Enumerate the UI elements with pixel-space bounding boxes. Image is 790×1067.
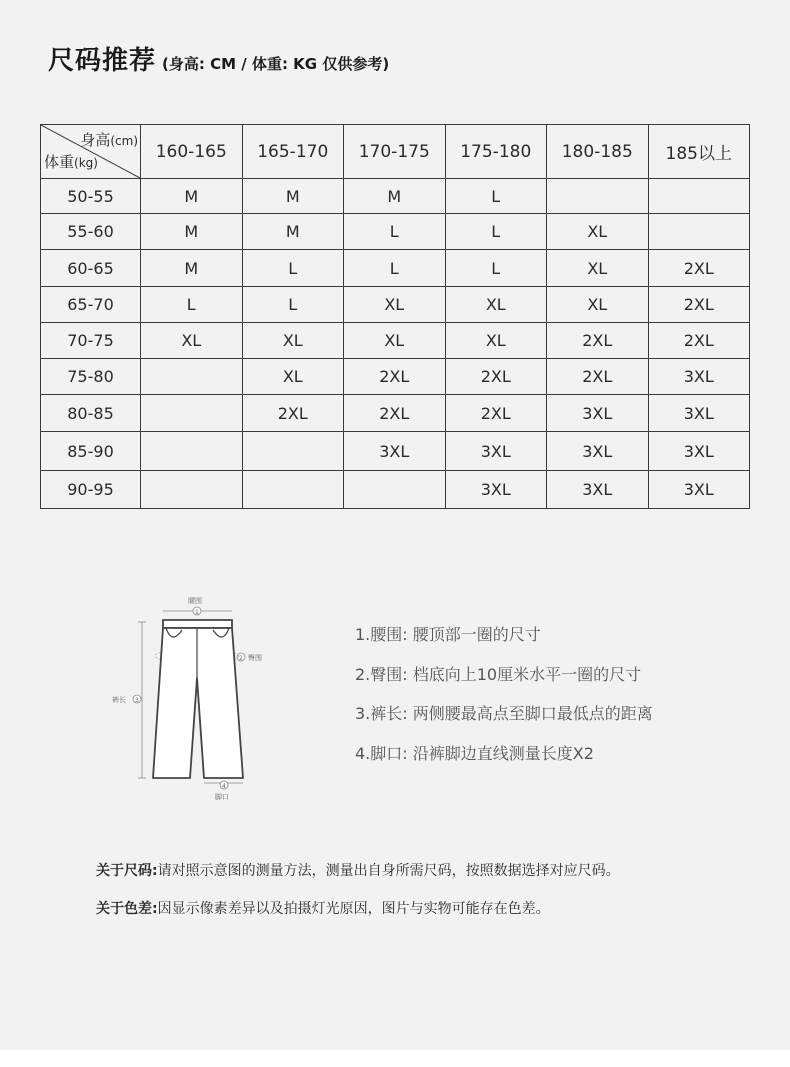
table-row (41, 359, 750, 395)
size-table (40, 124, 750, 509)
size-cell: L (242, 250, 344, 287)
size-cell: M (141, 250, 243, 287)
weight-cell: 85-90 (41, 432, 141, 471)
size-cell: L (445, 214, 547, 250)
table-row (41, 323, 750, 359)
size-cell: XL (242, 359, 344, 395)
waist-label: 腰围 (188, 597, 202, 605)
pants-diagram (100, 590, 290, 805)
corner-height-label: 身高(cm) (80, 131, 138, 149)
size-cell (242, 432, 344, 471)
size-cell: 2XL (648, 287, 750, 323)
height-header: 180-185 (547, 125, 649, 179)
size-cell: 3XL (445, 471, 547, 509)
size-cell: 3XL (344, 432, 446, 471)
height-header: 175-180 (445, 125, 547, 179)
measurement-item: 1.腰围: 腰顶部一圈的尺寸 (355, 625, 541, 644)
color-note-label: 关于色差: (96, 901, 158, 917)
svg-text:4: 4 (222, 783, 226, 790)
page-title (48, 40, 389, 77)
height-header: 160-165 (141, 125, 243, 179)
size-note-text: 请对照示意图的测量方法，测量出自身所需尺码，按照数据选择对应尺码。 (157, 863, 620, 879)
size-cell: XL (344, 323, 446, 359)
size-cell: 2XL (648, 323, 750, 359)
size-cell: XL (547, 287, 649, 323)
size-cell (648, 214, 750, 250)
size-table-body (41, 125, 750, 509)
size-note (96, 860, 620, 880)
size-cell: 3XL (648, 395, 750, 432)
weight-cell: 65-70 (41, 287, 141, 323)
measurement-item: 4.脚口: 沿裤脚边直线测量长度X2 (355, 743, 594, 763)
size-cell: 3XL (648, 432, 750, 471)
weight-cell: 75-80 (41, 359, 141, 395)
size-cell: L (344, 214, 446, 250)
measurement-item: 3.裤长: 两侧腰最高点至脚口最低点的距离 (355, 704, 653, 723)
table-row (41, 471, 750, 509)
size-cell: L (445, 250, 547, 287)
height-header: 170-175 (344, 125, 446, 179)
size-cell: XL (445, 287, 547, 323)
size-cell (242, 471, 344, 509)
weight-cell: 50-55 (41, 179, 141, 214)
size-cell: 2XL (242, 395, 344, 432)
table-row (41, 250, 750, 287)
corner-cell (41, 125, 141, 179)
height-header: 165-170 (242, 125, 344, 179)
weight-cell: 80-85 (41, 395, 141, 432)
length-label: 裤长 (112, 696, 126, 704)
svg-text:2: 2 (239, 655, 243, 662)
size-cell: 3XL (547, 395, 649, 432)
hem-label: 脚口 (215, 793, 229, 801)
size-cell (141, 395, 243, 432)
size-cell: 2XL (344, 359, 446, 395)
measurement-list (355, 622, 653, 780)
size-cell: XL (344, 287, 446, 323)
size-cell: L (344, 250, 446, 287)
size-cell: 2XL (547, 359, 649, 395)
weight-cell: 90-95 (41, 471, 141, 509)
size-cell: 3XL (547, 432, 649, 471)
size-cell: 3XL (648, 471, 750, 509)
svg-text:3: 3 (135, 697, 139, 704)
weight-cell: 60-65 (41, 250, 141, 287)
size-cell: XL (242, 323, 344, 359)
hip-label: 臀围 (248, 654, 262, 662)
size-cell (547, 179, 649, 214)
table-row (41, 214, 750, 250)
size-cell: XL (141, 323, 243, 359)
size-note-label: 关于尺码: (96, 863, 158, 879)
table-row (41, 432, 750, 471)
weight-cell: 70-75 (41, 323, 141, 359)
size-cell: 2XL (547, 323, 649, 359)
size-cell: 2XL (445, 359, 547, 395)
size-cell: 2XL (648, 250, 750, 287)
size-cell (344, 471, 446, 509)
table-row (41, 395, 750, 432)
header-row (41, 125, 750, 179)
size-cell: 3XL (547, 471, 649, 509)
size-cell: L (445, 179, 547, 214)
size-cell: XL (547, 214, 649, 250)
title-sub: (身高: CM / 体重: KG 仅供参考) (162, 55, 390, 73)
size-cell: M (344, 179, 446, 214)
size-cell (648, 179, 750, 214)
corner-weight-label: 体重(kg) (44, 153, 98, 171)
height-header: 185以上 (648, 125, 750, 179)
size-cell: M (141, 214, 243, 250)
title-main: 尺码推荐 (48, 46, 157, 76)
table-row (41, 179, 750, 214)
size-cell (141, 432, 243, 471)
size-cell: M (242, 214, 344, 250)
measurement-item: 2.臀围: 档底向上10厘米水平一圈的尺寸 (355, 664, 642, 684)
size-cell: M (141, 179, 243, 214)
size-cell: 2XL (445, 395, 547, 432)
size-cell (141, 471, 243, 509)
size-cell: M (242, 179, 344, 214)
size-cell: XL (445, 323, 547, 359)
size-cell: L (141, 287, 243, 323)
size-cell: 3XL (648, 359, 750, 395)
weight-cell: 55-60 (41, 214, 141, 250)
table-row (41, 287, 750, 323)
size-cell (141, 359, 243, 395)
size-cell: L (242, 287, 344, 323)
color-note-text: 因显示像素差异以及拍摄灯光原因，图片与实物可能存在色差。 (157, 901, 550, 917)
size-cell: XL (547, 250, 649, 287)
size-cell: 3XL (445, 432, 547, 471)
color-note (96, 898, 550, 918)
size-cell: 2XL (344, 395, 446, 432)
svg-text:1: 1 (195, 609, 199, 616)
